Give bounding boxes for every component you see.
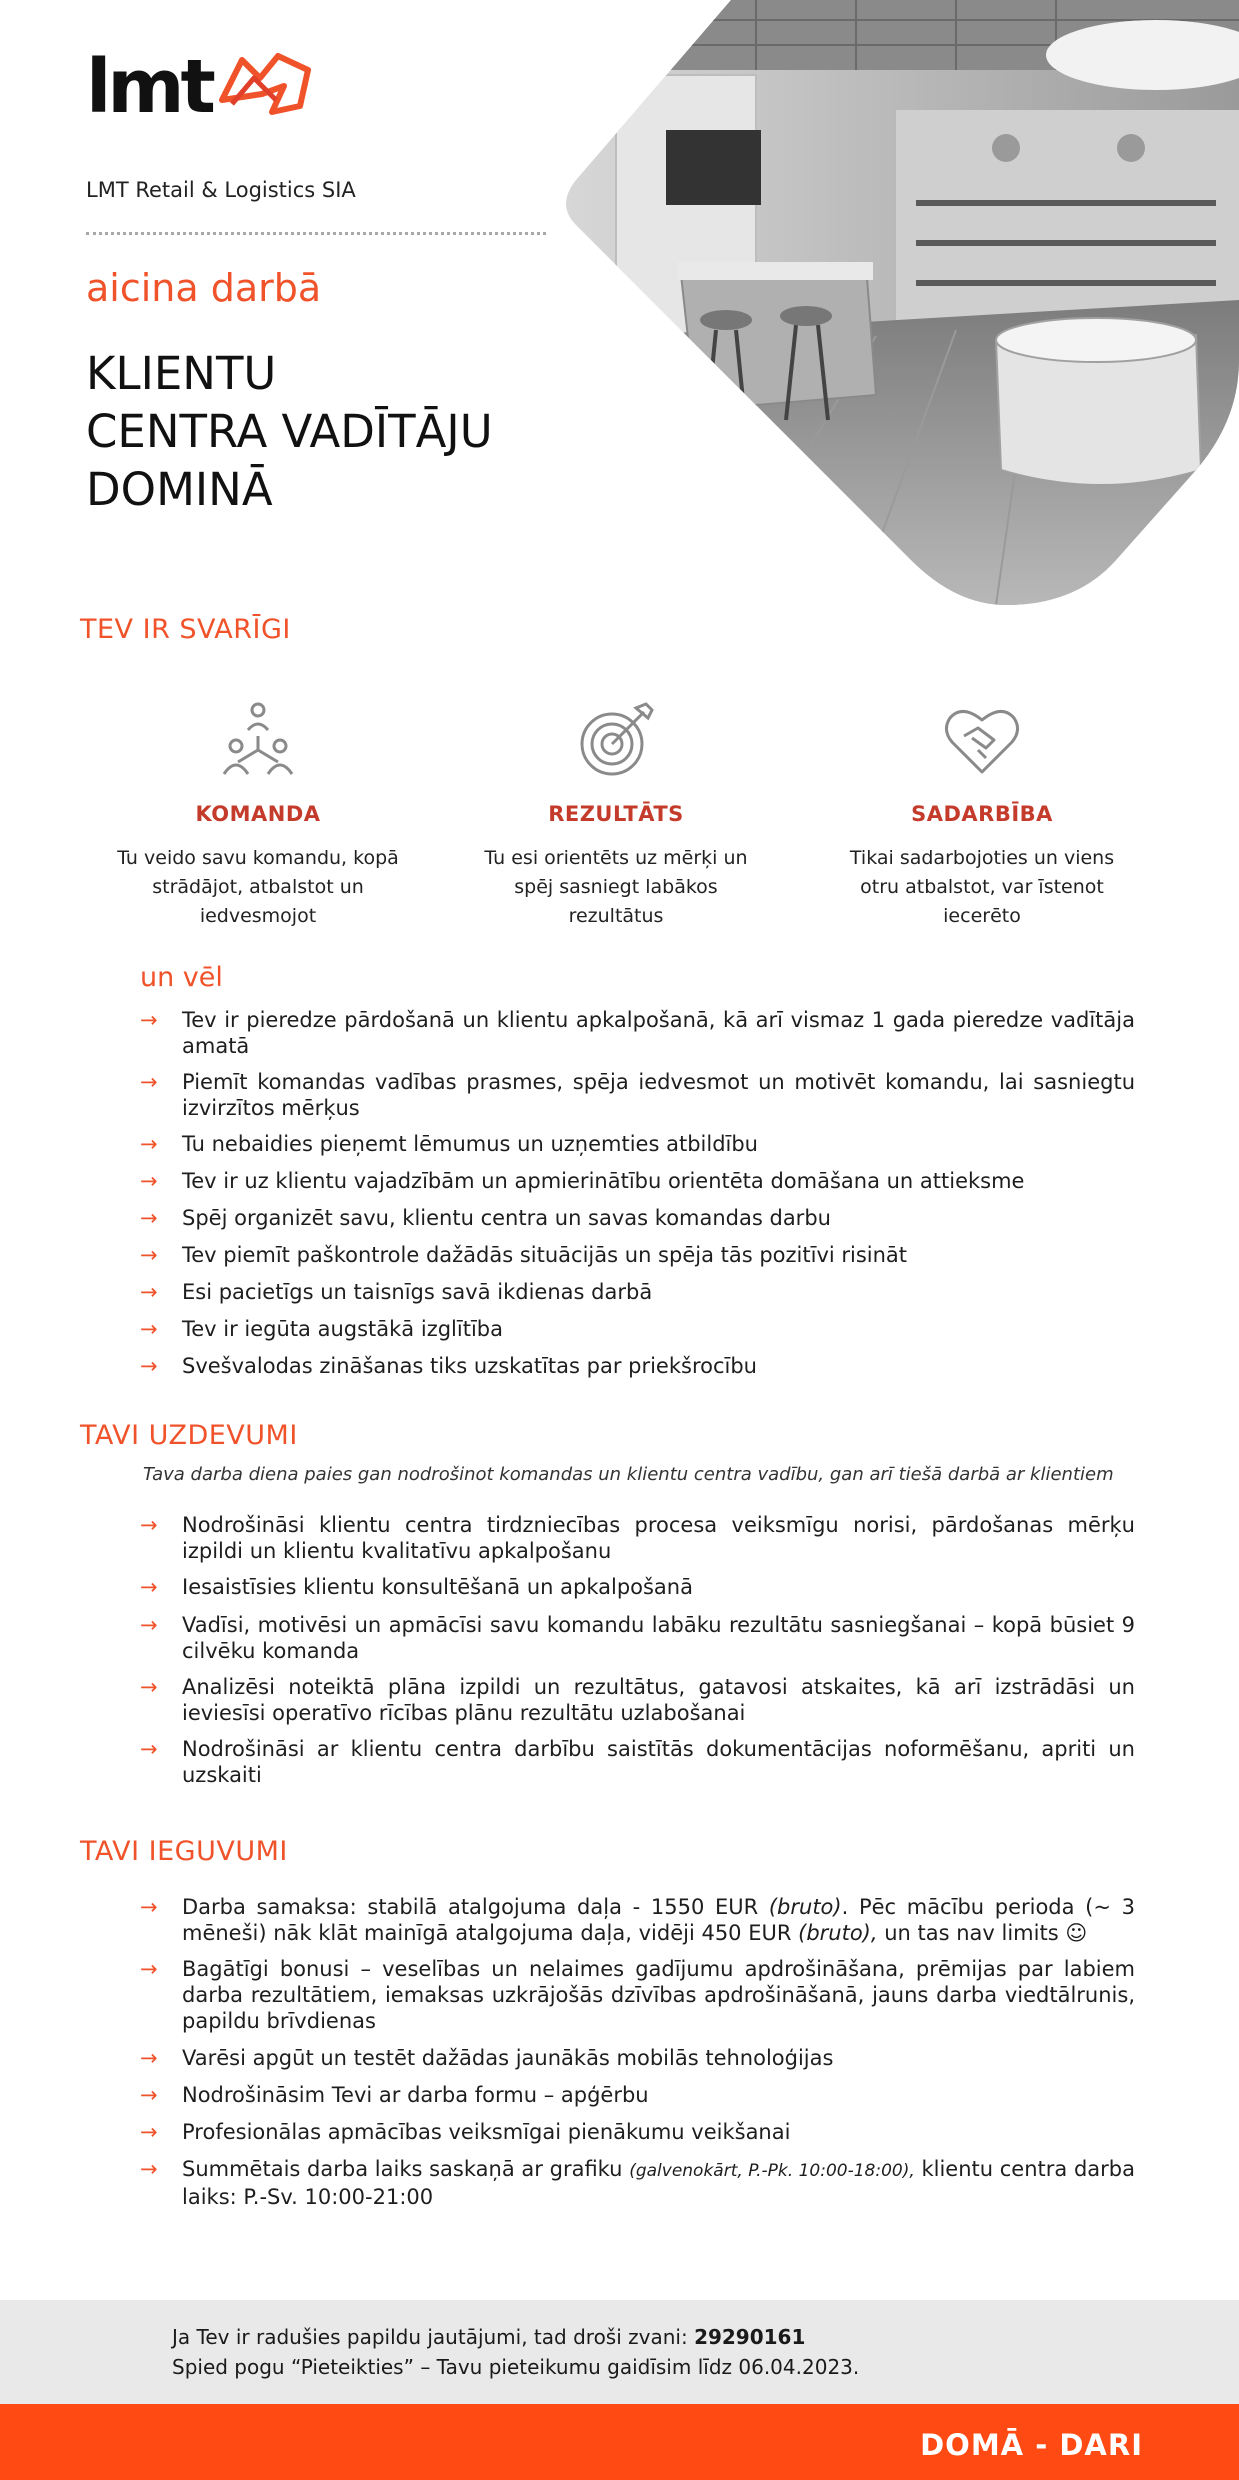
lmt-logo-mark-icon: [212, 48, 322, 118]
list-item: → Bagātīgi bonusi – veselības un nelaimes gadījumu apdrošināšana, prēmijas par labiem darba rezultātiem, iemaksas uzkrājošās dzīvības apdrošināšanā, jauns darba viedtālrunis, papildu brīvdienas: [140, 1957, 1135, 2033]
arrow-right-icon: →: [140, 1169, 158, 1193]
logo-wordmark: lmt: [86, 44, 212, 130]
team-icon: [218, 700, 298, 780]
list-item: → Tu nebaidies pieņemt lēmumus un uzņemties atbildību: [140, 1132, 758, 1156]
job-title-line: CENTRA VADĪTĀJU: [86, 405, 493, 458]
section-heading-more: un vēl: [140, 962, 223, 993]
list-item: → Summētais darba laiks saskaņā ar grafiku (galvenokārt, P.-Pk. 10:00-18:00), klientu centra darba laiks: P.-Sv. 10:00-21:00: [140, 2157, 1135, 2209]
arrow-right-icon: →: [140, 2083, 158, 2107]
job-title-line: KLIENTU: [86, 347, 277, 400]
arrow-right-icon: →: [140, 1957, 158, 1981]
list-item: → Iesaistīsies klientu konsultēšanā un apkalpošanā: [140, 1575, 693, 1599]
benefits-list: [140, 1894, 1135, 2210]
value-card-team: [88, 700, 428, 931]
list-item: → Nodrošināsi ar klientu centra darbību saistītās dokumentācijas noformēšanu, apriti un uzskaiti: [140, 1737, 1135, 1787]
list-item: → Piemīt komandas vadības prasmes, spēja iedvesmot un motivēt komandu, lai sasniegtu izvirzītos mērķus: [140, 1070, 1135, 1120]
slogan: DOMĀ - DARI: [920, 2428, 1143, 2462]
arrow-right-icon: →: [140, 1008, 158, 1032]
arrow-right-icon: →: [140, 2046, 158, 2070]
section-heading-benefits: TAVI IEGUVUMI: [80, 1836, 288, 1867]
list-item: → Vadīsi, motivēsi un apmācīsi savu komandu labāku rezultātu sasniegšanai – kopā būsiet 9 cilvēku komanda: [140, 1613, 1135, 1663]
phone-number[interactable]: 29290161: [694, 2325, 806, 2349]
list-item: → Nodrošināsim Tevi ar darba formu – apģērbu: [140, 2083, 649, 2107]
contact-line: Ja Tev ir radušies papildu jautājumi, tad droši zvani: 29290161: [172, 2325, 806, 2349]
value-text: Tikai sadarbojoties un viens otru atbalstot, var īstenot iecerēto: [849, 847, 1115, 927]
list-item: → Esi pacietīgs un taisnīgs savā ikdienas darbā: [140, 1280, 653, 1304]
list-item: → Nodrošināsi klientu centra tirdzniecības procesa veiksmīgu norisi, pārdošanas mērķu izpildi un klientu kvalitatīvu apkalpošanu: [140, 1513, 1135, 1563]
arrow-right-icon: →: [140, 1132, 158, 1156]
value-title: KOMANDA: [195, 802, 321, 826]
value-text: Tu veido savu komandu, kopā strādājot, atbalstot un iedvesmojot: [117, 847, 399, 927]
value-text: Tu esi orientēts uz mērķi un spēj sasniegt labākos rezultātus: [484, 847, 748, 927]
list-item: → Analizēsi noteiktā plāna izpildi un rezultātus, gatavosi atskaites, kā arī izstrādāsi un ieviesīsi operatīvo rīcības plānu rezultātu uzlabošanai: [140, 1675, 1135, 1725]
section-heading-important: TEV IR SVARĪGI: [80, 614, 291, 645]
arrow-right-icon: →: [140, 1675, 158, 1699]
list-item: → Tev ir uz klientu vajadzībām un apmierinātību orientēta domāšana un attieksme: [140, 1169, 1025, 1193]
handshake-heart-icon: [942, 700, 1022, 780]
arrow-right-icon: →: [140, 2120, 158, 2144]
arrow-right-icon: →: [140, 1354, 158, 1378]
invite-text: aicina darbā: [86, 266, 322, 310]
arrow-right-icon: →: [140, 1513, 158, 1537]
arrow-right-icon: →: [140, 1280, 158, 1304]
arrow-right-icon: →: [140, 1613, 158, 1637]
value-title: REZULTĀTS: [548, 802, 684, 826]
arrow-right-icon: →: [140, 1317, 158, 1341]
company-name: LMT Retail & Logistics SIA: [86, 178, 356, 202]
list-item: → Tev piemīt paškontrole dažādās situācijās un spēja tās pozitīvi risināt: [140, 1243, 908, 1267]
list-item: → Tev ir iegūta augstākā izglītība: [140, 1317, 503, 1341]
divider: [86, 232, 546, 235]
store-photo: [556, 0, 1239, 605]
arrow-right-icon: →: [140, 1070, 158, 1094]
arrow-right-icon: →: [140, 1895, 158, 1919]
list-item: → Varēsi apgūt un testēt dažādas jaunākās mobilās tehnoloģijas: [140, 2046, 834, 2070]
job-title-line: DOMINĀ: [86, 463, 273, 516]
value-card-collaboration: [812, 700, 1152, 931]
section-heading-tasks: TAVI UZDEVUMI: [80, 1420, 298, 1451]
list-item: → Darba samaksa: stabilā atalgojuma daļa - 1550 EUR (bruto). Pēc mācību perioda (~ 3 mēneši) nāk klāt mainīgā atalgojuma daļa, vidēji 450 EUR (bruto), un tas nav limits ☺: [140, 1895, 1135, 1945]
target-icon: [576, 700, 656, 780]
arrow-right-icon: →: [140, 1206, 158, 1230]
deadline-line: Spied pogu “Pieteikties” – Tavu pieteikumu gaidīsim līdz 06.04.2023.: [172, 2355, 860, 2379]
job-title: [86, 345, 493, 519]
lmt-logo: [86, 44, 212, 130]
arrow-right-icon: →: [140, 2157, 158, 2181]
list-item: → Tev ir pieredze pārdošanā un klientu apkalpošanā, kā arī vismaz 1 gada pieredze vadītāja amatā: [140, 1008, 1135, 1058]
list-item: → Svešvalodas zināšanas tiks uzskatītas par priekšrocību: [140, 1354, 757, 1378]
list-item: → Profesionālas apmācības veiksmīgai pienākumu veikšanai: [140, 2120, 791, 2144]
arrow-right-icon: →: [140, 1575, 158, 1599]
tasks-list: [140, 1512, 1135, 1788]
value-title: SADARBĪBA: [911, 802, 1053, 826]
value-card-result: [446, 700, 786, 931]
arrow-right-icon: →: [140, 1243, 158, 1267]
arrow-right-icon: →: [140, 1737, 158, 1761]
contact-info: [172, 2322, 859, 2382]
deadline-date: 06.04.2023.: [738, 2355, 860, 2379]
list-item: → Spēj organizēt savu, klientu centra un savas komandas darbu: [140, 1206, 831, 1230]
requirements-list: [140, 1007, 1135, 1379]
tasks-subtitle: Tava darba diena paies gan nodrošinot komandas un klientu centra vadību, gan arī tiešā darbā ar klientiem: [143, 1464, 1114, 1485]
